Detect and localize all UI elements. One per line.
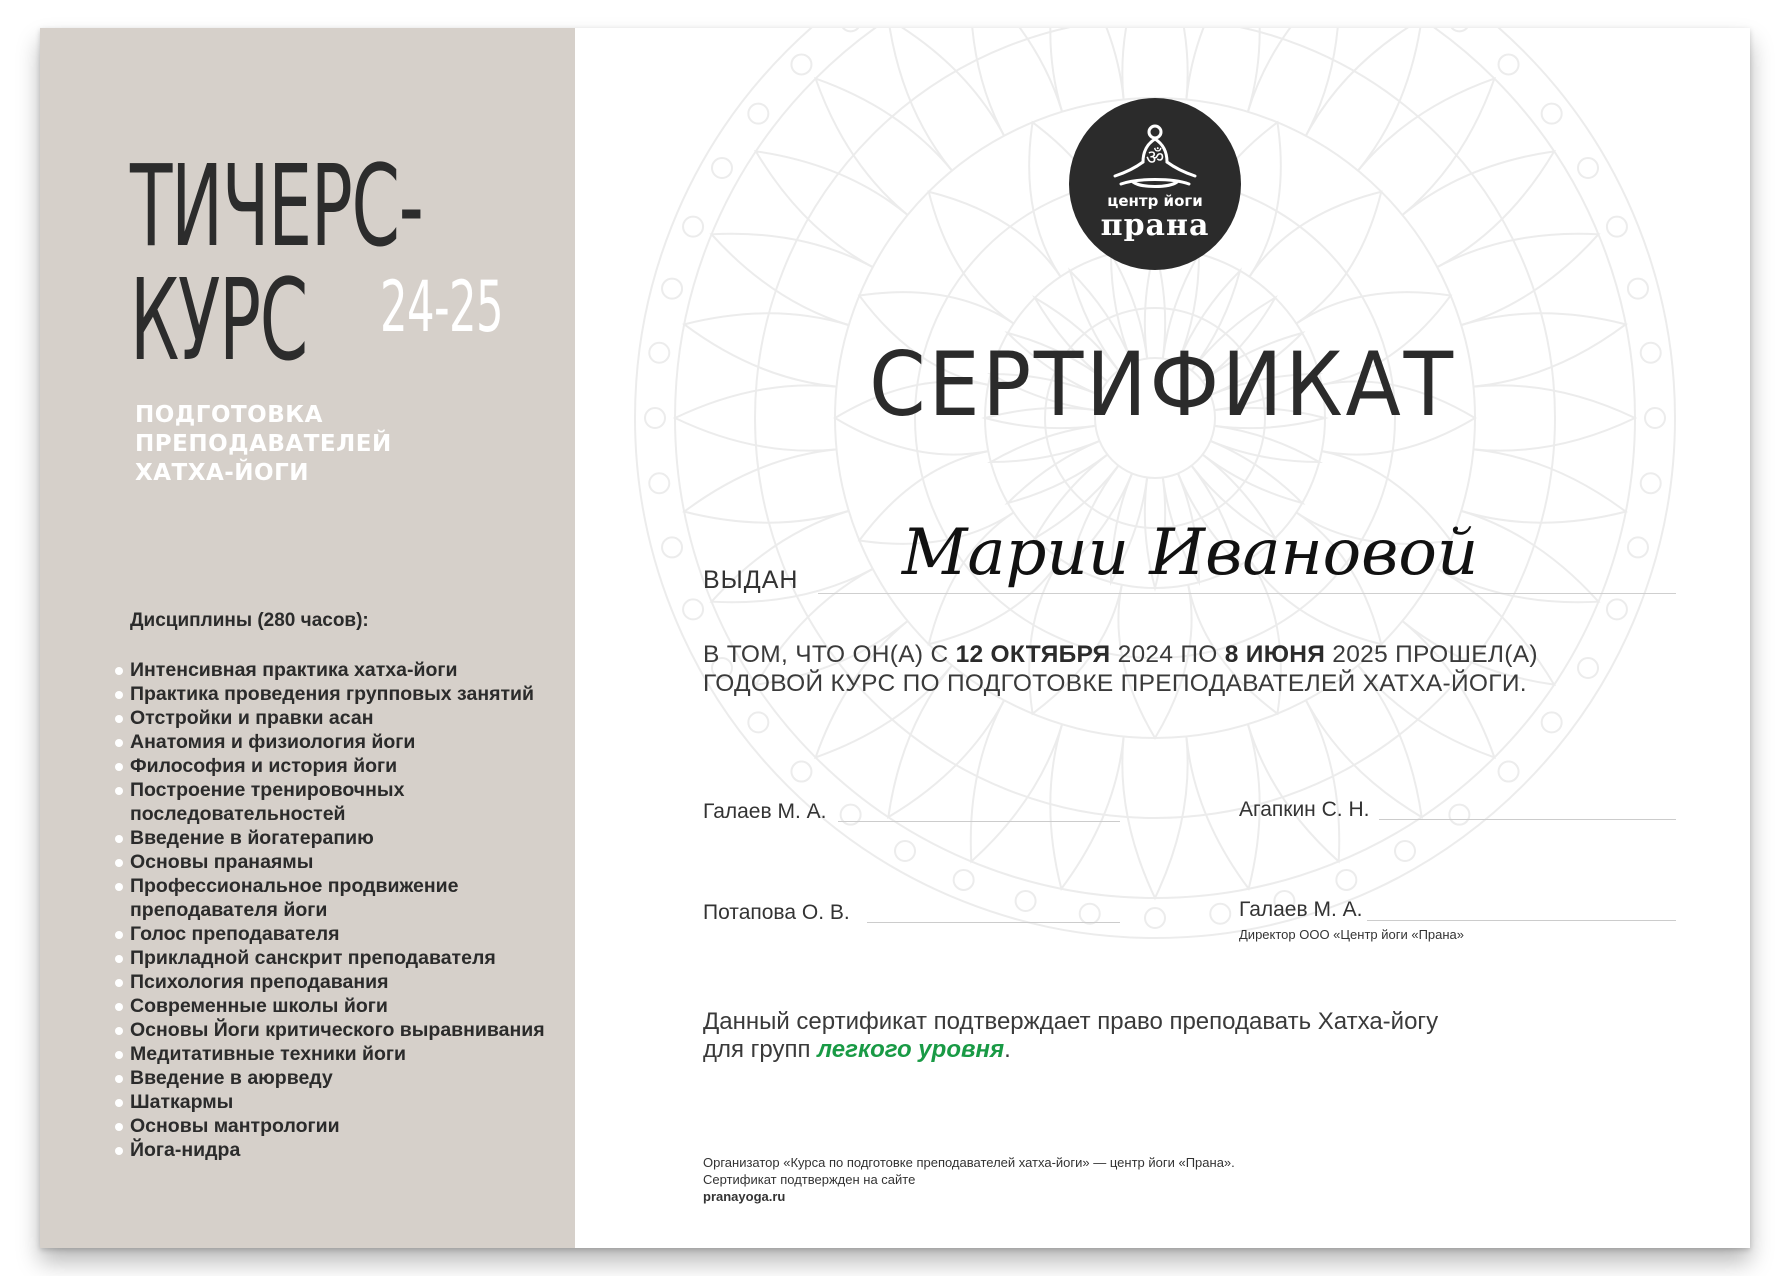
discipline-item — [130, 850, 570, 874]
statement-start-date: 12 ОКТЯБРЯ — [955, 641, 1111, 668]
signature-name-2: Агапкин С. Н. — [1239, 798, 1370, 821]
discipline-label: Анатомия и физиология йоги — [130, 731, 416, 753]
discipline-item — [130, 826, 570, 850]
bullet-icon — [115, 1003, 123, 1011]
prana-logo — [1069, 98, 1241, 270]
rights-level: легкого уровня — [817, 1036, 1005, 1063]
discipline-item — [130, 1042, 570, 1066]
bullet-icon — [115, 955, 123, 963]
discipline-label: Современные школы йоги — [130, 995, 388, 1017]
bullet-icon — [115, 1099, 123, 1107]
certificate-title: СЕРТИФИКАТ — [869, 333, 1456, 436]
rights-line1: Данный сертификат подтверждает право преподавать Хатха-йогу — [703, 1008, 1439, 1035]
logo-line1: центр йоги — [1107, 192, 1203, 210]
discipline-item — [130, 778, 570, 826]
course-years: 24-25 — [380, 266, 504, 348]
teaching-rights — [703, 1008, 1603, 1064]
discipline-item — [130, 730, 570, 754]
statement-part2: 2024 ПО — [1110, 641, 1225, 668]
course-subtitle-line1: ПОДГОТОВКА — [135, 402, 323, 428]
course-subtitle-line3: ХАТХА-ЙОГИ — [135, 460, 310, 486]
meditating-figure-om-icon — [1107, 122, 1203, 194]
discipline-item — [130, 874, 570, 922]
bullet-icon — [115, 739, 123, 747]
disciplines-heading: Дисциплины (280 часов): — [130, 610, 369, 631]
discipline-item — [130, 658, 570, 682]
bullet-icon — [115, 715, 123, 723]
discipline-label: Психология преподавания — [130, 971, 389, 993]
statement-line2: ГОДОВОЙ КУРС ПО ПОДГОТОВКЕ ПРЕПОДАВАТЕЛЕЙ ХАТХА-ЙОГИ. — [703, 670, 1527, 697]
course-title-line2: КУРС — [130, 256, 308, 386]
statement-part1: В ТОМ, ЧТО ОН(А) С — [703, 641, 956, 668]
disciplines-list — [130, 658, 570, 1162]
discipline-item — [130, 1114, 570, 1138]
bullet-icon — [115, 859, 123, 867]
completion-statement — [703, 640, 1663, 698]
signature-line-1 — [838, 821, 1120, 822]
svg-text:ॐ: ॐ — [1145, 145, 1165, 169]
signature-name-4: Галаев М. А. — [1239, 898, 1363, 921]
discipline-item — [130, 1066, 570, 1090]
discipline-item — [130, 706, 570, 730]
discipline-item — [130, 970, 570, 994]
footer-line1: Организатор «Курса по подготовке преподавателей хатха-йоги» — центр йоги «Прана». — [703, 1155, 1235, 1170]
director-caption: Директор ООО «Центр йоги «Прана» — [1239, 927, 1465, 942]
logo-line2: прана — [1100, 208, 1210, 243]
recipient-line — [818, 593, 1676, 594]
bullet-icon — [115, 787, 123, 795]
bullet-icon — [115, 931, 123, 939]
bullet-icon — [115, 1051, 123, 1059]
discipline-item — [130, 1090, 570, 1114]
signature-line-3 — [867, 922, 1120, 923]
rights-suffix: . — [1004, 1036, 1011, 1063]
discipline-label: Интенсивная практика хатха-йоги — [130, 659, 458, 681]
discipline-label: Философия и история йоги — [130, 755, 398, 777]
bullet-icon — [115, 835, 123, 843]
course-info-panel — [40, 28, 575, 1248]
bullet-icon — [115, 667, 123, 675]
statement-part3: 2025 ПРОШЕЛ(А) — [1325, 641, 1538, 668]
discipline-label: Введение в аюрведу — [130, 1067, 333, 1089]
discipline-label: Шаткармы — [130, 1091, 234, 1113]
bullet-icon — [115, 883, 123, 891]
footer-prefix: Сертификат подтвержден на сайте — [703, 1172, 916, 1187]
signature-name-1: Галаев М. А. — [703, 800, 827, 823]
issued-label: ВЫДАН — [703, 566, 799, 594]
discipline-item — [130, 946, 570, 970]
discipline-label: Основы Йоги критического выравнивания — [130, 1019, 545, 1041]
discipline-label: Практика проведения групповых занятий — [130, 683, 535, 705]
course-subtitle-line2: ПРЕПОДАВАТЕЛЕЙ — [135, 431, 392, 457]
discipline-item — [130, 682, 570, 706]
discipline-label: Отстройки и правки асан — [130, 707, 374, 729]
bullet-icon — [115, 979, 123, 987]
discipline-label: Медитативные техники йоги — [130, 1043, 406, 1065]
discipline-label: Введение в йогатерапию — [130, 827, 374, 849]
footer-note — [703, 1154, 1235, 1205]
statement-end-date: 8 ИЮНЯ — [1224, 641, 1326, 668]
discipline-label: Построение тренировочных последовательностей — [130, 779, 405, 825]
discipline-item — [130, 922, 570, 946]
bullet-icon — [115, 1147, 123, 1155]
bullet-icon — [115, 1027, 123, 1035]
discipline-item — [130, 1018, 570, 1042]
discipline-item — [130, 994, 570, 1018]
discipline-label: Основы мантрологии — [130, 1115, 340, 1137]
discipline-label: Прикладной санскрит преподавателя — [130, 947, 496, 969]
discipline-item — [130, 1138, 570, 1162]
discipline-label: Йога-нидра — [130, 1139, 241, 1161]
discipline-label: Голос преподавателя — [130, 923, 340, 945]
discipline-item — [130, 754, 570, 778]
signature-line-4 — [1367, 920, 1676, 921]
footer-site-link[interactable]: pranayoga.ru — [703, 1189, 786, 1204]
bullet-icon — [115, 763, 123, 771]
discipline-label: Профессиональное продвижение преподавателя йоги — [130, 875, 459, 921]
rights-prefix: для групп — [703, 1036, 818, 1063]
course-title-line1: ТИЧЕРС- — [130, 142, 423, 272]
certificate-body — [575, 28, 1750, 1248]
recipient-name: Марии Ивановой — [901, 516, 1479, 590]
certificate-sheet — [40, 28, 1750, 1248]
bullet-icon — [115, 691, 123, 699]
bullet-icon — [115, 1123, 123, 1131]
bullet-icon — [115, 1075, 123, 1083]
course-subtitle — [135, 401, 392, 488]
signature-line-2 — [1379, 819, 1676, 820]
discipline-label: Основы пранаямы — [130, 851, 314, 873]
footer-line2 — [703, 1171, 1235, 1205]
course-title — [130, 142, 423, 386]
signature-name-3: Потапова О. В. — [703, 901, 850, 924]
